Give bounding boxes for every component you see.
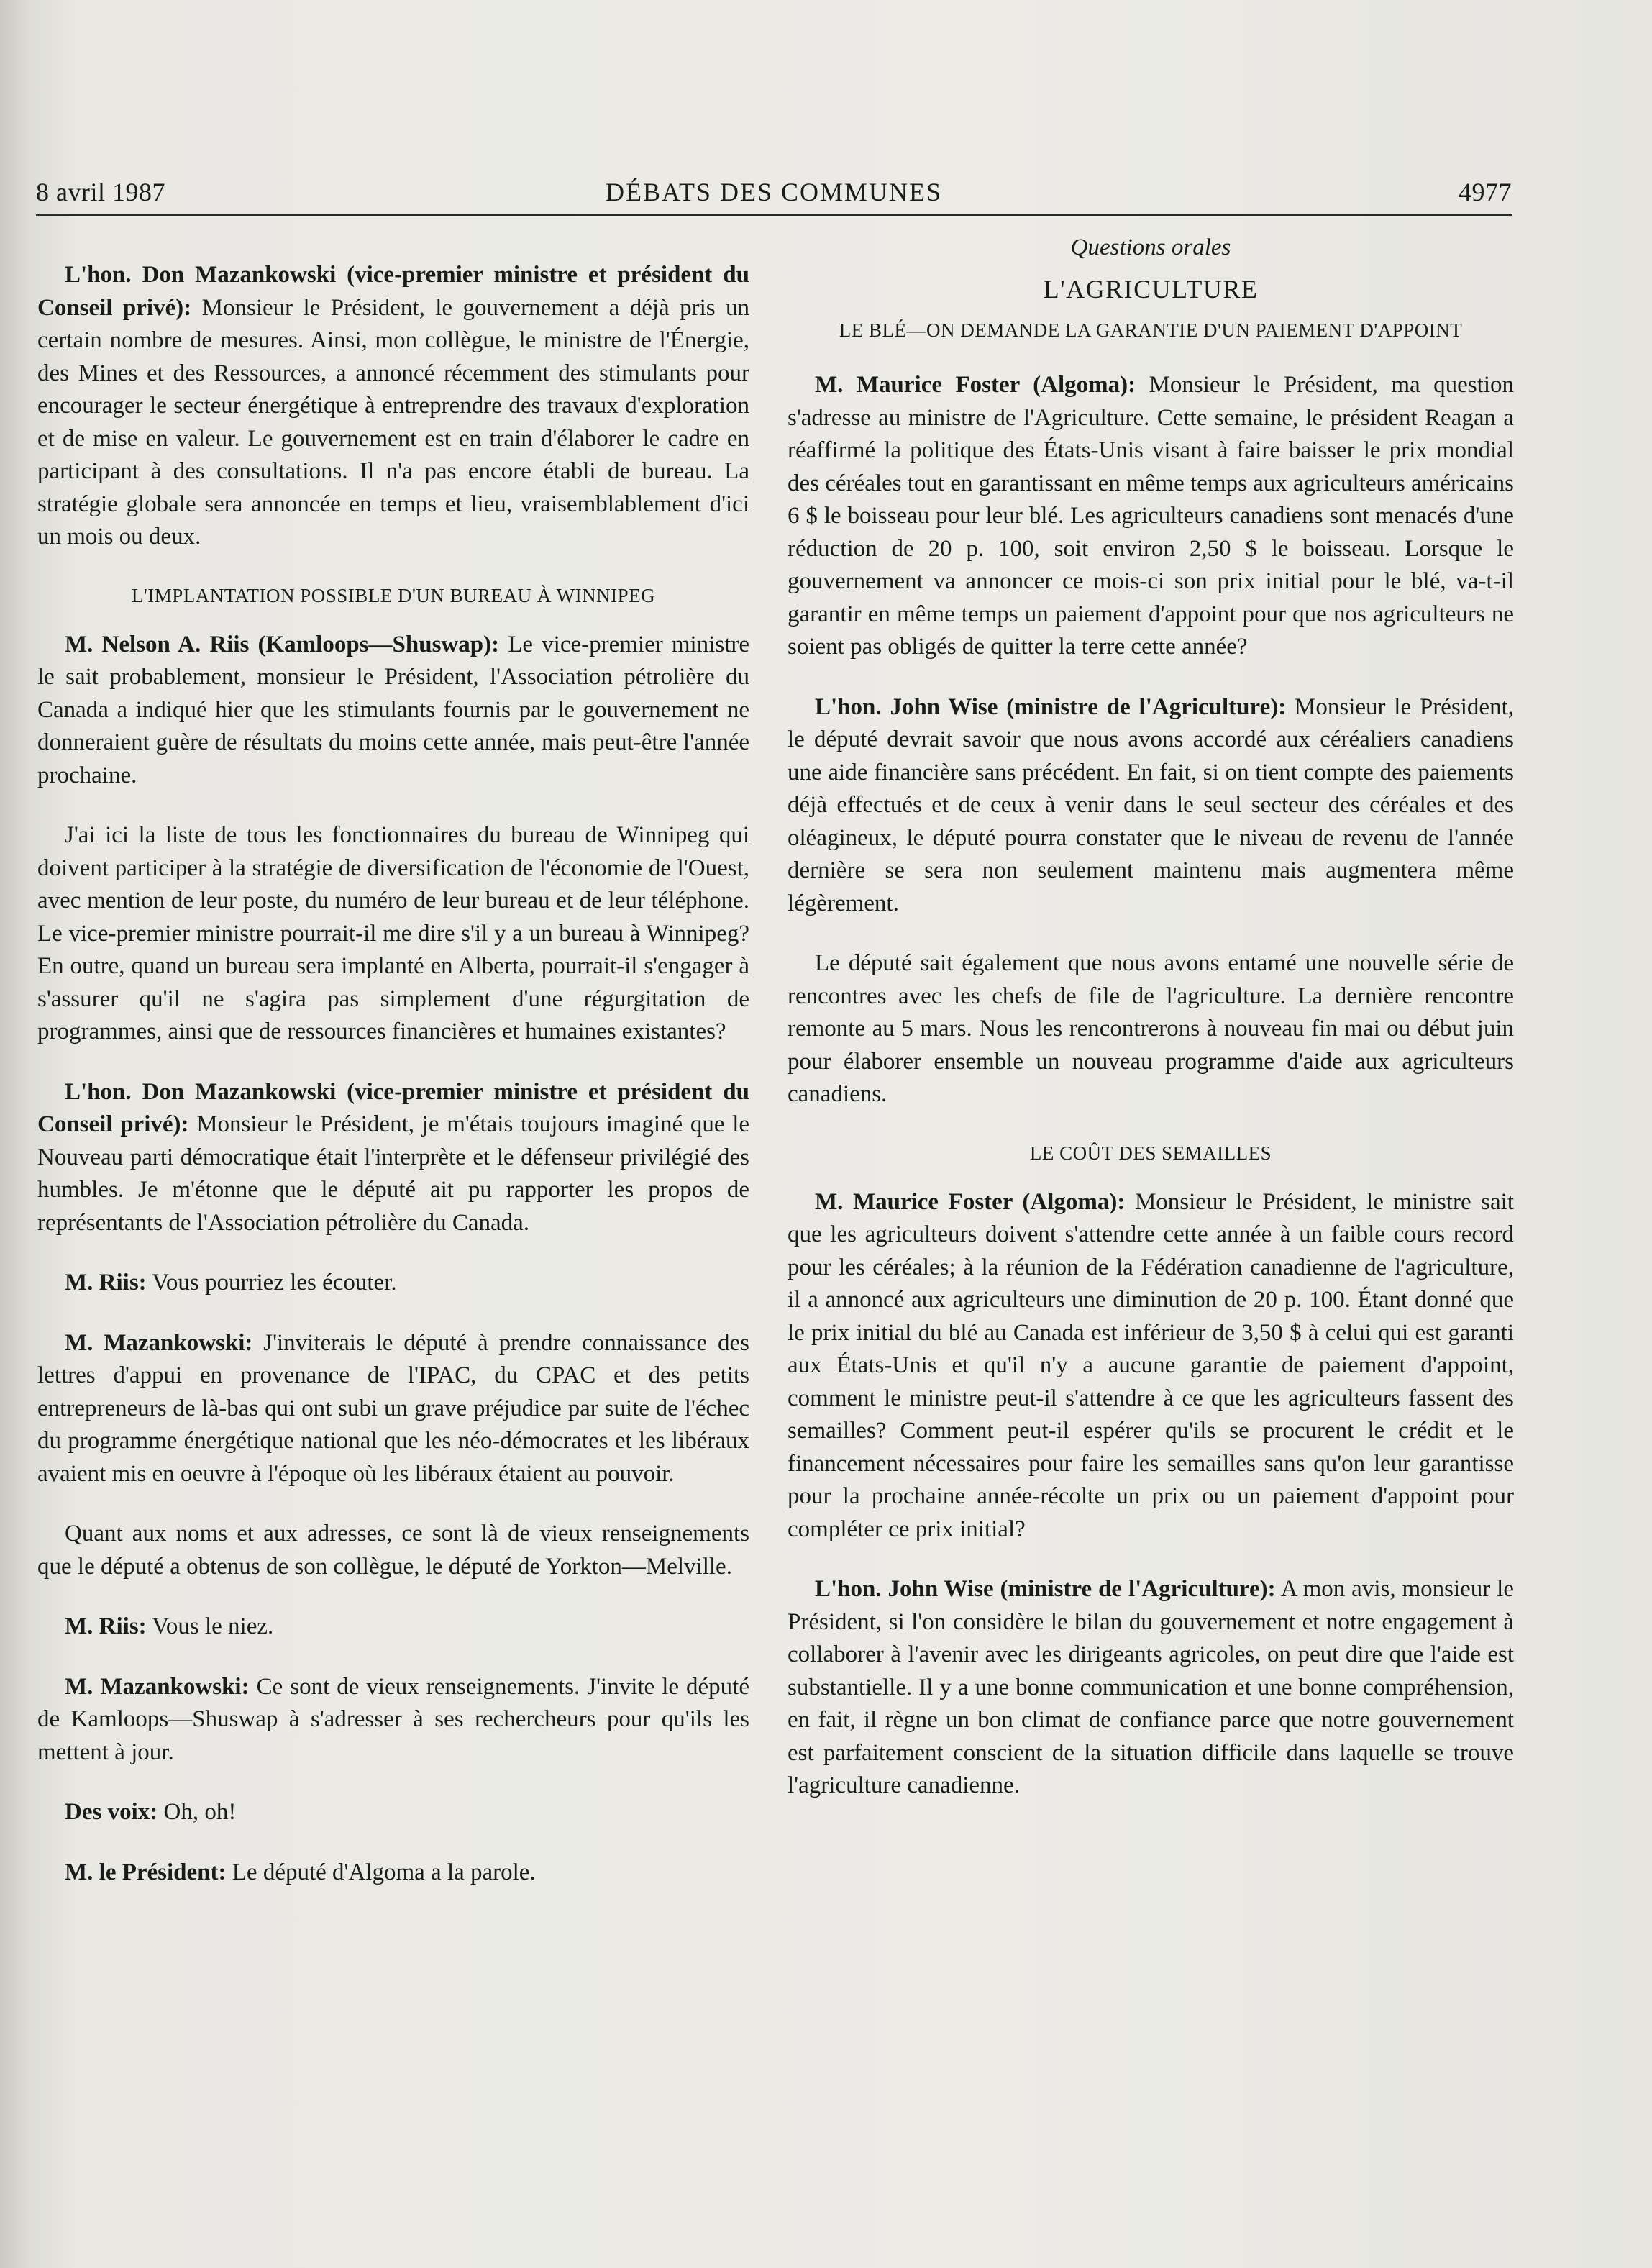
speaker-name: M. Maurice Foster (Algoma):: [815, 372, 1136, 398]
paragraph: [37, 1796, 749, 1829]
paragraph: [37, 1267, 749, 1300]
paragraph: [37, 1857, 749, 1890]
speaker-name: M. Mazankowski:: [65, 1673, 250, 1700]
speaker-name: M. Maurice Foster (Algoma):: [815, 1188, 1126, 1215]
header-date: 8 avril 1987: [36, 178, 165, 206]
paragraph: [37, 629, 749, 793]
right-column: [788, 232, 1514, 1803]
subheading: LE BLÉ—ON DEMANDE LA GARANTIE D'UN PAIEMENT D'APPOINT: [839, 319, 1463, 341]
section-heading: L'AGRICULTURE: [1043, 274, 1259, 304]
paragraph: [788, 1573, 1514, 1803]
paragraph: Quant aux noms et aux adresses, ce sont là de vieux renseignements que le député a obtenus de son collègue, le député de Yorkton—Melville.: [37, 1521, 749, 1580]
speaker-name: L'hon. Don Mazankowski (vice-premier ministre et président du Conseil privé):: [37, 1078, 749, 1137]
paragraph: [37, 1327, 749, 1491]
speaker-name: M. Mazankowski:: [65, 1329, 253, 1356]
paragraph: [788, 369, 1514, 664]
page-header: [36, 177, 1512, 216]
section-rubric: Questions orales: [1070, 234, 1231, 260]
speech-text: Monsieur le Président, le député devrait savoir que nous avons accordé aux céréaliers canadiens une aide financière sans précédent. En fait, si on tient compte des paiements déjà effectués et de ceux à venir dans le seul secteur des céréales et des oléagineux, le député pourra constater que le niveau de revenu de l'année dernière se sera non seulement maintenu mais augmentera même légèrement.: [788, 693, 1514, 916]
paragraph: [37, 1076, 749, 1240]
speech-text: J'inviterais le député à prendre connaissance des lettres d'appui en provenance de l'IPAC, du CPAC et des petits entrepreneurs de là-bas qui ont subi un grave préjudice par suite de l'échec du programme énergétique national que les néo-démocrates et les libéraux avaient mis en oeuvre à l'époque où les libéraux étaient au pouvoir.: [37, 1329, 749, 1487]
paragraph: Le député sait également que nous avons entamé une nouvelle série de rencontres avec les chefs de file de l'agriculture. La dernière rencontre remonte au 5 mars. Nous les rencontrerons à nouveau fin mai ou début juin pour élaborer ensemble un nouveau programme d'aide aux agriculteurs canadiens.: [788, 950, 1514, 1107]
speech-text: Monsieur le Président, je m'étais toujours imaginé que le Nouveau parti démocratique était l'interprète et le défenseur privilégié des humbles. Je m'étonne que le député ait pu rapporter les propos de représentants de l'Association pétrolière du Canada.: [37, 1111, 750, 1236]
speaker-name: L'hon. Don Mazankowski (vice-premier ministre et président du Conseil privé):: [37, 262, 749, 321]
speech-text: Oh, oh!: [158, 1799, 237, 1825]
paragraph: [788, 691, 1514, 921]
header-title: DÉBATS DES COMMUNES: [605, 178, 943, 206]
speech-text: Monsieur le Président, ma question s'adresse au ministre de l'Agriculture. Cette semaine, le président Reagan a réaffirmé la politique des États-Unis visant à faire baisser le prix mondial des céréales tout en garantissant en même temps aux agriculteurs américains 6 $ le boisseau pour leur blé. Les agriculteurs canadiens sont menacés d'une réduction de 20 p. 100, soit environ 2,50 $ le boisseau. Lorsque le gouvernement va annoncer ce mois-ci son prix initial pour le blé, va-t-il garantir en même temps un paiement d'appoint pour que nos agriculteurs ne soient pas obligés de quitter la terre cette année?: [788, 372, 1514, 660]
paragraph: [37, 1671, 749, 1770]
speaker-name: L'hon. John Wise (ministre de l'Agriculture):: [815, 1576, 1276, 1602]
paragraph: [788, 1186, 1514, 1547]
speech-text: Vous pourriez les écouter.: [146, 1270, 397, 1295]
speaker-name: M. le Président:: [65, 1859, 227, 1885]
speech-text: Vous le niez.: [146, 1613, 274, 1639]
speaker-name: Des voix:: [65, 1799, 158, 1825]
paragraph: [37, 259, 749, 554]
speaker-name: M. Riis:: [65, 1613, 147, 1639]
speech-text: Monsieur le Président, le ministre sait que les agriculteurs doivent s'attendre cette année à un faible cours record pour les céréales; à la réunion de la Fédération canadienne de l'agriculture, il a annoncé aux agriculteurs une diminution de 20 p. 100. Étant donné que le prix initial du blé au Canada est inférieur de 3,50 $ à celui qui est garanti aux États-Unis et qu'il n'y a aucune garantie de paiement d'appoint, comment le ministre peut-il s'attendre à ce que les agriculteurs fassent des semailles? Comment peut-il espérer qu'ils se procurent le crédit et le financement nécessaires pour faire les semailles sans qu'on leur garantisse pour la prochaine année-récolte un prix ou un paiement d'appoint pour compléter ce prix initial?: [788, 1188, 1514, 1542]
page-number: 4977: [1459, 178, 1512, 206]
speaker-name: L'hon. John Wise (ministre de l'Agriculture):: [815, 693, 1287, 720]
subheading: LE COÛT DES SEMAILLES: [1029, 1142, 1272, 1164]
paragraph: [37, 1611, 749, 1644]
speech-text: Le vice-premier ministre le sait probablement, monsieur le Président, l'Association pétrolière du Canada a indiqué hier que les stimulants fournis par le gouvernement ne donneraient guère de résultats du moins cette année, mais peut-être l'année prochaine.: [37, 631, 749, 788]
speaker-name: M. Nelson A. Riis (Kamloops—Shuswap):: [65, 631, 500, 657]
subheading: L'IMPLANTATION POSSIBLE D'UN BUREAU À WINNIPEG: [131, 584, 656, 606]
speech-text: Le député d'Algoma a la parole.: [226, 1859, 536, 1885]
left-column: [37, 259, 749, 1889]
speech-text: A mon avis, monsieur le Président, si l'on considère le bilan du gouvernement et notre engagement à collaborer à l'avenir avec les dirigeants agricoles, on peut dire que l'aide est substantielle. Il y a une bonne communication et une bonne compréhension, en fait, il règne un bon climat de confiance parce que notre gouvernement est parfaitement conscient de la situation difficile dans laquelle se trouve l'agriculture canadienne.: [788, 1576, 1514, 1798]
speech-text: Ce sont de vieux renseignements. J'invite le député de Kamloops—Shuswap à s'adresser à ses rechercheurs pour qu'ils les mettent à jour.: [37, 1673, 749, 1765]
speech-text: Monsieur le Président, le gouvernement a déjà pris un certain nombre de mesures. Ainsi, mon collègue, le ministre de l'Énergie, des Mines et des Ressources, a annoncé récemment des stimulants pour encourager le secteur énergétique à entreprendre des travaux d'exploration et de mise en valeur. Le gouvernement est en train d'élaborer le cadre en participant à des consultations. Il n'a pas encore établi de bureau. La stratégie globale sera annoncée en temps et lieu, vraisemblablement d'ici un mois ou deux.: [37, 294, 749, 550]
speaker-name: M. Riis:: [65, 1270, 147, 1295]
paragraph: J'ai ici la liste de tous les fonctionnaires du bureau de Winnipeg qui doivent participer à la stratégie de diversification de l'économie de l'Ouest, avec mention de leur poste, du numéro de leur bureau et de leur téléphone. Le vice-premier ministre pourrait-il me dire s'il y a un bureau à Winnipeg? En outre, quand un bureau sera implanté en Alberta, pourrait-il s'engager à s'assurer qu'il ne s'agira pas simplement d'une régurgitation de programmes, ainsi que de ressources financières et humaines existantes?: [37, 822, 749, 1044]
